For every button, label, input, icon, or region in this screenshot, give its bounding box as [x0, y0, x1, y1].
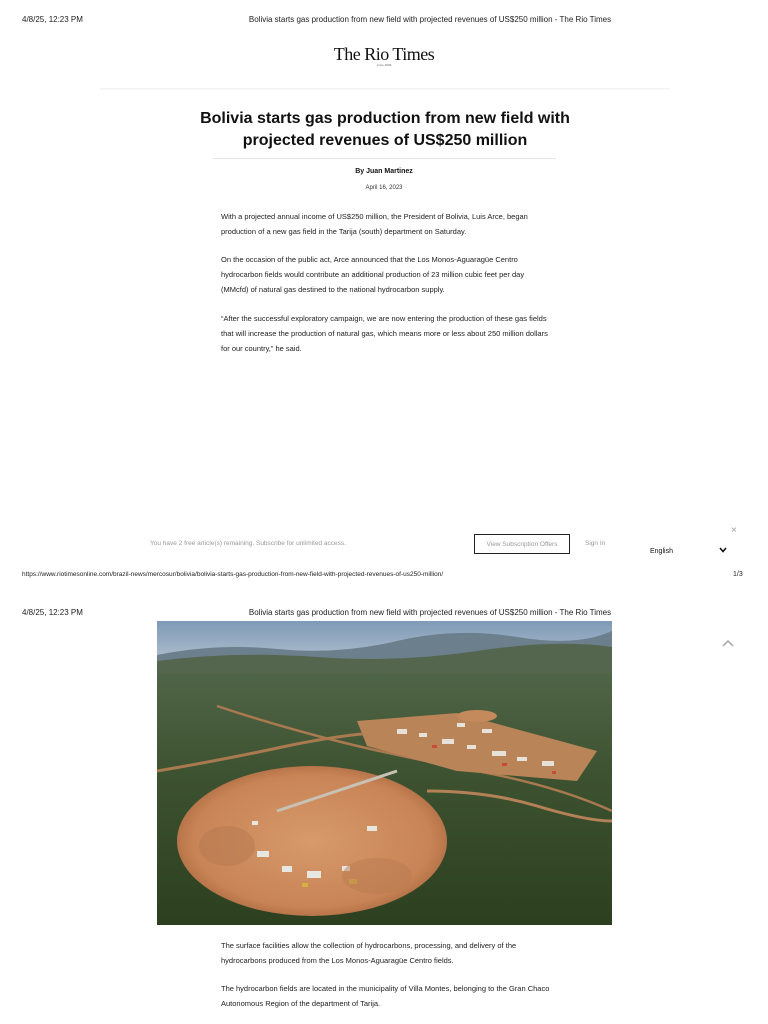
article-byline[interactable]: By Juan Martinez: [355, 168, 413, 175]
site-logo-tagline: since 2009: [376, 63, 392, 67]
article-paragraph: With a projected annual income of US$250 million, the President of Bolivia, Luis Arce, began production of a new gas field in the Tarija (south) department on Saturday.: [221, 212, 528, 236]
article-paragraph: “After the successful exploratory campaign, we are now entering the production of these gas fields that will increase the production of natural gas, which means more or less about 250 million dollars for our country,” he said.: [221, 314, 548, 353]
print-page-title: Bolivia starts gas production from new field with projected revenues of US$250 million - The Rio Times: [248, 15, 612, 24]
chevron-up-icon: [720, 637, 736, 651]
language-select[interactable]: [648, 545, 732, 559]
chevron-down-icon: [718, 545, 728, 557]
article-paragraph: On the occasion of the public act, Arce announced that the Los Monos-Aguaragüe Centro hydrocarbon fields would contribute an additional production of 23 million cubic feet per day (MMcfd) of natural gas destined to the national hydrocarbon supply.: [221, 255, 525, 294]
site-logo[interactable]: The Rio Times: [333, 44, 435, 64]
print-page-title: Bolivia starts gas production from new field with projected revenues of US$250 million - The Rio Times: [248, 608, 612, 617]
paywall-message: You have 2 free article(s) remaining. Subscribe for unlimited access.: [150, 540, 346, 547]
article-headline: Bolivia starts gas production from new field with projected revenues of US$250 million: [200, 110, 570, 149]
scroll-to-top-button[interactable]: [720, 637, 736, 651]
language-selected-value: English: [650, 548, 673, 555]
article-paragraph: The surface facilities allow the collection of hydrocarbons, processing, and delivery of the hydrocarbons produced from the Los Monos-Aguaragüe Centro fields.: [221, 941, 517, 965]
print-datetime: 4/8/25, 12:23 PM: [22, 608, 83, 617]
print-footer-url: https://www.riotimesonline.com/brazil-news/mercosur/bolivia/bolivia-starts-gas-production-from-new-field-with-projected-revenues-of-us250-million/: [22, 571, 444, 578]
close-icon[interactable]: ×: [731, 525, 737, 536]
header-divider: [100, 88, 670, 90]
view-subscription-offers-button[interactable]: View Subscription Offers: [474, 534, 570, 554]
article-paragraph: The hydrocarbon fields are located in the municipality of Villa Montes, belonging to the Gran Chaco Autonomous Region of the department of Tarija.: [221, 984, 550, 1008]
article-photo: [157, 621, 612, 925]
headline-divider: [213, 158, 556, 159]
print-datetime: 4/8/25, 12:23 PM: [22, 15, 83, 24]
sign-in-link[interactable]: Sign In: [585, 540, 606, 547]
aerial-gas-field-photo: [157, 621, 612, 925]
print-page-number: 1/3: [733, 571, 743, 578]
article-date: April 16, 2023: [365, 185, 403, 191]
